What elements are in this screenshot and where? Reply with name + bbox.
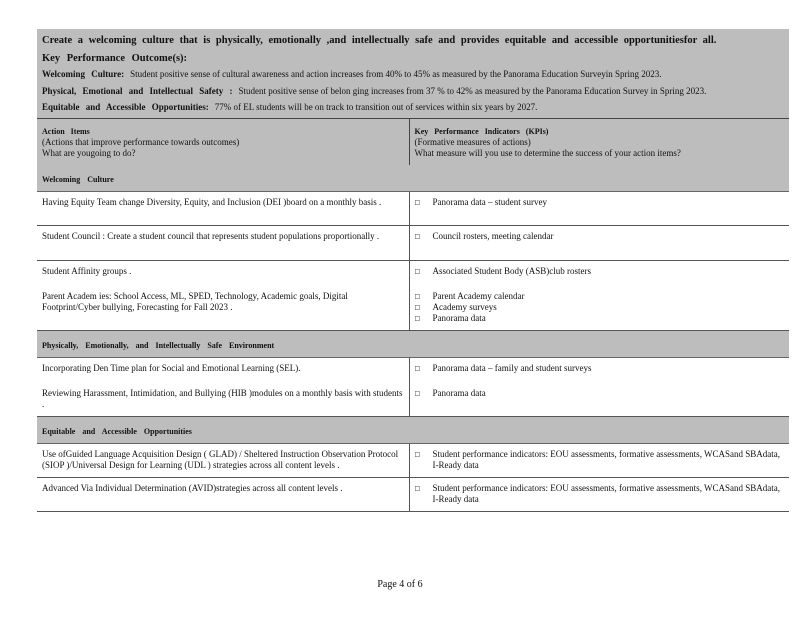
- outcome-text: Student positive sense of cultural awareness and action increases from 40% to 45% as measured by the Panorama Education Surveyin Spring 2023.: [130, 69, 662, 79]
- kpi-header: [409, 119, 789, 165]
- bullet-icon: □: [414, 198, 421, 206]
- table-row: [37, 443, 789, 477]
- outcome-label: Welcoming Culture:: [42, 69, 125, 79]
- bullet-icon: □: [414, 267, 421, 275]
- kpi-cell: [409, 225, 789, 260]
- action-text: Incorporating Den Time plan for Social and Emotional Learning (SEL).: [42, 362, 301, 373]
- kpi-item: [415, 363, 785, 374]
- bullet-icon: □: [414, 292, 421, 300]
- kpi-text: Academy surveys: [432, 301, 497, 312]
- action-items-header: [37, 119, 409, 165]
- kpo-heading: Key Performance Outcome(s):: [42, 53, 188, 64]
- action-text: Use ofGuided Language Acquisition Design ( GLAD) / Sheltered Instruction Observation Protocol (SIOP )/Universal Design for Learning (UDL ) strategies across all content levels .: [42, 448, 399, 470]
- kpi-text: Panorama data: [432, 312, 486, 323]
- kpi-text: Panorama data – student survey: [432, 196, 547, 207]
- outcome-label: Equitable and Accessible Opportunities:: [42, 102, 209, 112]
- action-cell: [37, 357, 409, 416]
- kpi-text: Associated Student Body (ASB)club rosters: [432, 265, 591, 276]
- kpi-item: [415, 449, 785, 471]
- action-text: Having Equity Team change Diversity, Equity, and Inclusion (DEI )board on a monthly basis .: [42, 196, 382, 207]
- kpi-item: [415, 266, 785, 277]
- action-text: Parent Academ ies: School Access, ML, SPED, Technology, Academic goals, Digital Footprint/Cyber bullying, Forecasting for Fall 2023 .: [42, 290, 348, 312]
- outcome-label: Physical, Emotional and Intellectual Safety :: [42, 85, 233, 96]
- kpi-text: Panorama data – family and student surveys: [432, 362, 592, 373]
- outcome-equity: [42, 102, 783, 114]
- action-text: Advanced Via Individual Determination (AVID)strategies across all content levels .: [42, 482, 343, 493]
- action-text: Student Affinity groups .: [42, 265, 132, 276]
- outcome-text: Student positive sense of belon ging increases from 37 % to 42% as measured by the Panorama Education Survey in Spring 2023.: [238, 85, 707, 96]
- bullet-icon: □: [414, 303, 421, 311]
- kpi-title: Key Performance Indicators (KPIs): [414, 126, 549, 136]
- kpi-item: [415, 302, 785, 313]
- section-title: Physically, Emotionally, and Intellectually Safe Environment: [37, 330, 789, 357]
- action-cell: [37, 225, 409, 260]
- outcome-safety: [42, 86, 783, 98]
- action-items-title: Action Items: [42, 126, 90, 136]
- bullet-icon: □: [414, 484, 421, 492]
- section-equitable-opportunities: [37, 416, 789, 443]
- action-kpi-table: [37, 119, 789, 512]
- table-row: [37, 357, 789, 416]
- kpi-item: [415, 483, 785, 505]
- document-page: [37, 29, 789, 512]
- kpi-item: [415, 388, 785, 399]
- goal-block: [37, 29, 789, 119]
- kpi-text: Parent Academy calendar: [432, 290, 525, 301]
- kpi-text: Panorama data: [432, 387, 486, 398]
- action-cell: [37, 477, 409, 511]
- section-title: Equitable and Accessible Opportunities: [37, 416, 789, 443]
- kpi-item: [415, 231, 785, 242]
- table-row: [37, 225, 789, 260]
- action-items-sub2: What are yougoing to do?: [42, 147, 136, 158]
- kpi-text: Student performance indicators: EOU assessments, formative assessments, WCASand SBAdata, I-Ready data: [432, 448, 781, 470]
- table-row: [37, 477, 789, 511]
- kpi-item: [415, 197, 785, 208]
- bullet-icon: □: [414, 389, 421, 397]
- table-header-row: [37, 119, 789, 165]
- table-row: [37, 260, 789, 330]
- page-number: Page 4 of 6: [377, 579, 423, 590]
- kpi-sub2: What measure will you use to determine the success of your action items?: [414, 147, 681, 158]
- kpi-item: [415, 291, 785, 302]
- bullet-icon: □: [414, 450, 421, 458]
- goal-title: Create a welcoming culture that is physically, emotionally ,and intellectually safe and provides equitable and accessible opportunitiesfor all.: [42, 35, 717, 46]
- kpi-cell: [409, 477, 789, 511]
- action-text: Student Council : Create a student council that represents student populations proportionally .: [42, 230, 380, 241]
- outcome-welcoming: [42, 69, 783, 81]
- action-items-sub1: (Actions that improve performance towards outcomes): [42, 136, 240, 147]
- kpi-text: Student performance indicators: EOU assessments, formative assessments, WCASand SBAdata, I-Ready data: [432, 482, 781, 504]
- kpi-sub1: (Formative measures of actions): [414, 136, 531, 147]
- section-title: Welcoming Culture: [37, 165, 789, 192]
- section-safe-environment: [37, 330, 789, 357]
- kpi-text: Council rosters, meeting calendar: [432, 230, 554, 241]
- kpi-cell: [409, 357, 789, 416]
- kpi-cell: [409, 191, 789, 225]
- kpi-cell: [409, 260, 789, 330]
- outcome-text: 77% of EL students will be on track to transition out of services within six years by 2027.: [214, 102, 538, 112]
- action-cell: [37, 260, 409, 330]
- bullet-icon: □: [414, 364, 421, 372]
- table-row: [37, 191, 789, 225]
- section-welcoming-culture: [37, 165, 789, 192]
- action-text: Reviewing Harassment, Intimidation, and Bullying (HIB )modules on a monthly basis with students .: [42, 387, 403, 409]
- bullet-icon: □: [414, 314, 421, 322]
- kpi-item: [415, 313, 785, 324]
- action-cell: [37, 191, 409, 225]
- kpi-cell: [409, 443, 789, 477]
- bullet-icon: □: [414, 232, 421, 240]
- action-cell: [37, 443, 409, 477]
